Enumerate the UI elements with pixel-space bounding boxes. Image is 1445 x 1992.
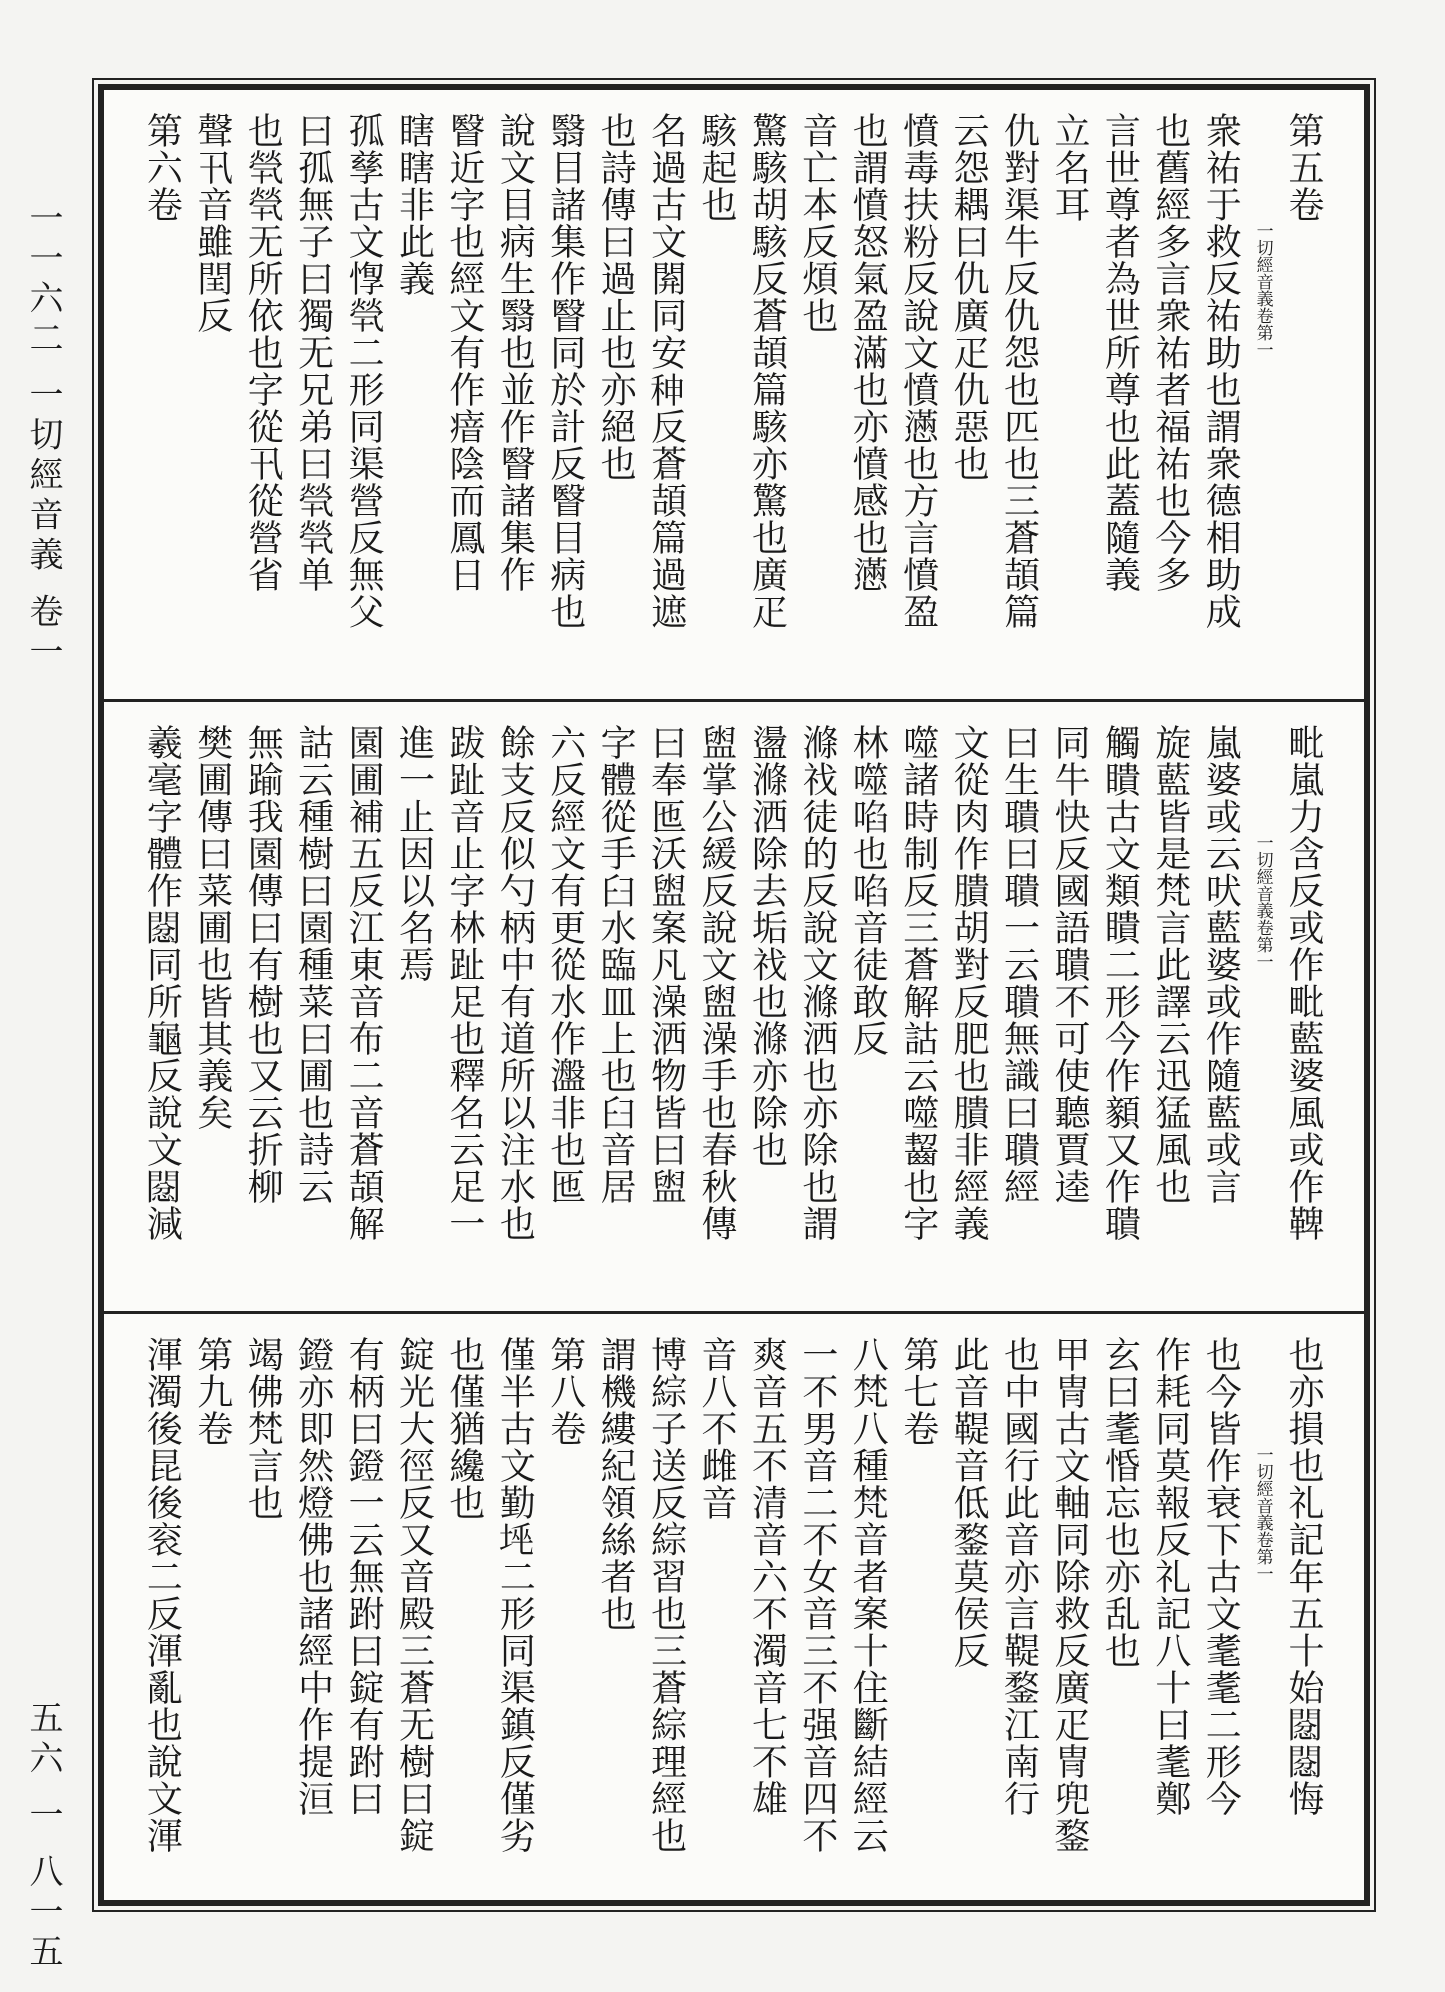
- text-column: 爽音五不清音六不濁音七不雄: [746, 1336, 788, 1817]
- text-frame: [98, 84, 1370, 1906]
- text-column: 觸瞶古文類瞶二形今作顡又作聵: [1099, 724, 1141, 1242]
- text-column: 詁云種樹曰園種菜曰圃也詩云: [292, 724, 334, 1205]
- text-column: 嵐婆或云吠藍婆或作隨藍或言: [1200, 724, 1242, 1205]
- text-column: 驚駭胡駭反蒼頡篇駭亦驚也廣疋: [746, 112, 788, 630]
- text-column: 僅半古文勤𡋸二形同渠鎮反僅劣: [494, 1336, 536, 1854]
- text-column: 甲冑古文軸同除救反廣疋冑兜鍪: [1048, 1336, 1090, 1854]
- text-column: 立名耳: [1048, 112, 1090, 223]
- margin-title: 一一六二 一切經音義 卷一: [23, 200, 63, 674]
- register-middle: [104, 702, 1364, 1314]
- header-title: 一切經音義卷第一: [1252, 834, 1273, 970]
- text-column: 餘支反似勺柄中有道所以注水也: [494, 724, 536, 1242]
- text-column: 進一止因以名焉: [393, 724, 435, 983]
- register-header: [1247, 112, 1279, 685]
- text-column: 衆祐于救反祐助也謂衆德相助成: [1200, 112, 1242, 630]
- header-title: 一切經音義卷第一: [1252, 1446, 1273, 1582]
- text-column: 毗嵐力含反或作毗藍婆風或作鞞: [1283, 724, 1324, 1242]
- text-column: 音亡本反煩也: [796, 112, 838, 334]
- text-column: 第七卷: [897, 1336, 939, 1447]
- text-column: 也舊經多言衆祐者福祐也今多: [1149, 112, 1191, 593]
- text-column: 也僅猶纔也: [443, 1336, 485, 1521]
- header-title: 一切經音義卷第一: [1252, 222, 1273, 358]
- register-top: [104, 90, 1364, 702]
- text-column: 曰孤無子曰獨无兄弟曰煢煢单: [292, 112, 334, 593]
- text-column: 也亦損也礼記年五十始𢡙𢡙悔: [1283, 1336, 1324, 1817]
- text-column: 瞎瞎非此義: [393, 112, 435, 297]
- text-column: 說文目病生翳也並作瞖諸集作: [494, 112, 536, 593]
- text-column: 也中國行此音亦言鞮鍪江南行: [998, 1336, 1040, 1817]
- text-column: 八梵八種梵音者案十住斷結經云: [847, 1336, 889, 1854]
- text-column: 渾濁後昆後衮二反渾亂也說文渾: [141, 1336, 183, 1854]
- register-header: [1247, 1336, 1279, 1886]
- text-column: 錠光大徑反又音殿三蒼无樹曰錠: [393, 1336, 435, 1854]
- text-column: 也煢煢无所依也字從卂從營省: [242, 112, 284, 593]
- text-column: 謂機縷紀領絲者也: [595, 1336, 637, 1632]
- text-column: 竭佛梵言也: [242, 1336, 284, 1521]
- text-column: 言世尊者為世所尊也此蓋隨義: [1099, 112, 1141, 593]
- text-column: 仇對渠牛反仇怨也匹也三蒼頡篇: [998, 112, 1040, 630]
- text-column: 第八卷: [544, 1336, 586, 1447]
- text-column: 作耗同莫報反礼記八十曰耄鄭: [1149, 1336, 1191, 1817]
- text-column: 聲卂音雖閏反: [191, 112, 233, 334]
- text-column: 第五卷: [1283, 112, 1324, 223]
- text-column: 孤孳古文惸煢二形同渠營反無父: [343, 112, 385, 630]
- register-header: [1247, 724, 1279, 1297]
- text-column: 字體從手臼水臨皿上也臼音居: [595, 724, 637, 1205]
- text-column: 駭起也: [696, 112, 738, 223]
- text-column: 也謂憤怒氣盈滿也亦憤感也懣: [847, 112, 889, 593]
- text-column: 旋藍皆是梵言此譯云迅猛風也: [1149, 724, 1191, 1205]
- text-column: 曰奉匜沃盥案凡澡洒物皆曰盥: [645, 724, 687, 1205]
- text-column: 云怨耦曰仇廣疋仇惡也: [948, 112, 990, 482]
- text-column: 跋趾音止字林趾足也釋名云足一: [443, 724, 485, 1242]
- text-column: 盥掌公緩反說文盥澡手也春秋傳: [696, 724, 738, 1242]
- text-column: 園圃補五反江東音布二音蒼頡解: [343, 724, 385, 1242]
- text-column: 名過古文閞同安𥞁反蒼頡篇過遮: [645, 112, 687, 630]
- margin-page-number: 五六 一 八一五: [23, 1700, 63, 1974]
- text-column: 瞖近字也經文有作瘖陰而鳳日: [443, 112, 485, 593]
- text-column: 林噬啗也啗音徒敢反: [847, 724, 889, 1057]
- text-column: 曰生聵曰聵一云聵無識曰聵經: [998, 724, 1040, 1205]
- text-column: 音八不雌音: [696, 1336, 738, 1521]
- text-column: 盪滌洒除去垢䄀也滌亦除也: [746, 724, 788, 1168]
- text-column: 文從肉作膭胡對反肥也膭非經義: [948, 724, 990, 1242]
- text-column: 憤毒扶粉反說文憤懣也方言憤盈: [897, 112, 939, 630]
- text-column: 六反經文有更從水作瀊非也匜: [544, 724, 586, 1205]
- text-column: 滌䄀徒的反說文滌洒也亦除也謂: [796, 724, 838, 1242]
- text-column: 噬諸時制反三蒼解詁云噬齧也字: [897, 724, 939, 1242]
- text-column: 第九卷: [191, 1336, 233, 1447]
- register-bottom: [104, 1314, 1364, 1900]
- text-column: 博綜子送反綜習也三蒼綜理經也: [645, 1336, 687, 1854]
- text-column: 也今皆作衰下古文耄耄二形今: [1200, 1336, 1242, 1817]
- text-column: 一不男音二不女音三不强音四不: [796, 1336, 838, 1854]
- text-column: 無踰我園傳曰有樹也又云折柳: [242, 724, 284, 1205]
- text-column: 同牛快反國語聵不可使聽賈逵: [1048, 724, 1090, 1205]
- text-column: 有柄曰鐙一云無跗曰錠有跗曰: [343, 1336, 385, 1817]
- text-column: 翳目諸集作瞖同於計反瞖目病也: [544, 112, 586, 630]
- text-column: 此音鞮音低鍪莫侯反: [948, 1336, 990, 1669]
- text-column: 也詩傳曰過止也亦絕也: [595, 112, 637, 482]
- text-column: 玄曰耄惛忘也亦乱也: [1099, 1336, 1141, 1669]
- text-column: 樊圃傳曰菜圃也皆其義矣: [191, 724, 233, 1131]
- text-column: 鐙亦即然燈佛也諸經中作提洹: [292, 1336, 334, 1817]
- text-column: 羲毫字體作𢡙同所龜反說文𢡙減: [141, 724, 183, 1242]
- text-column: 第六卷: [141, 112, 183, 223]
